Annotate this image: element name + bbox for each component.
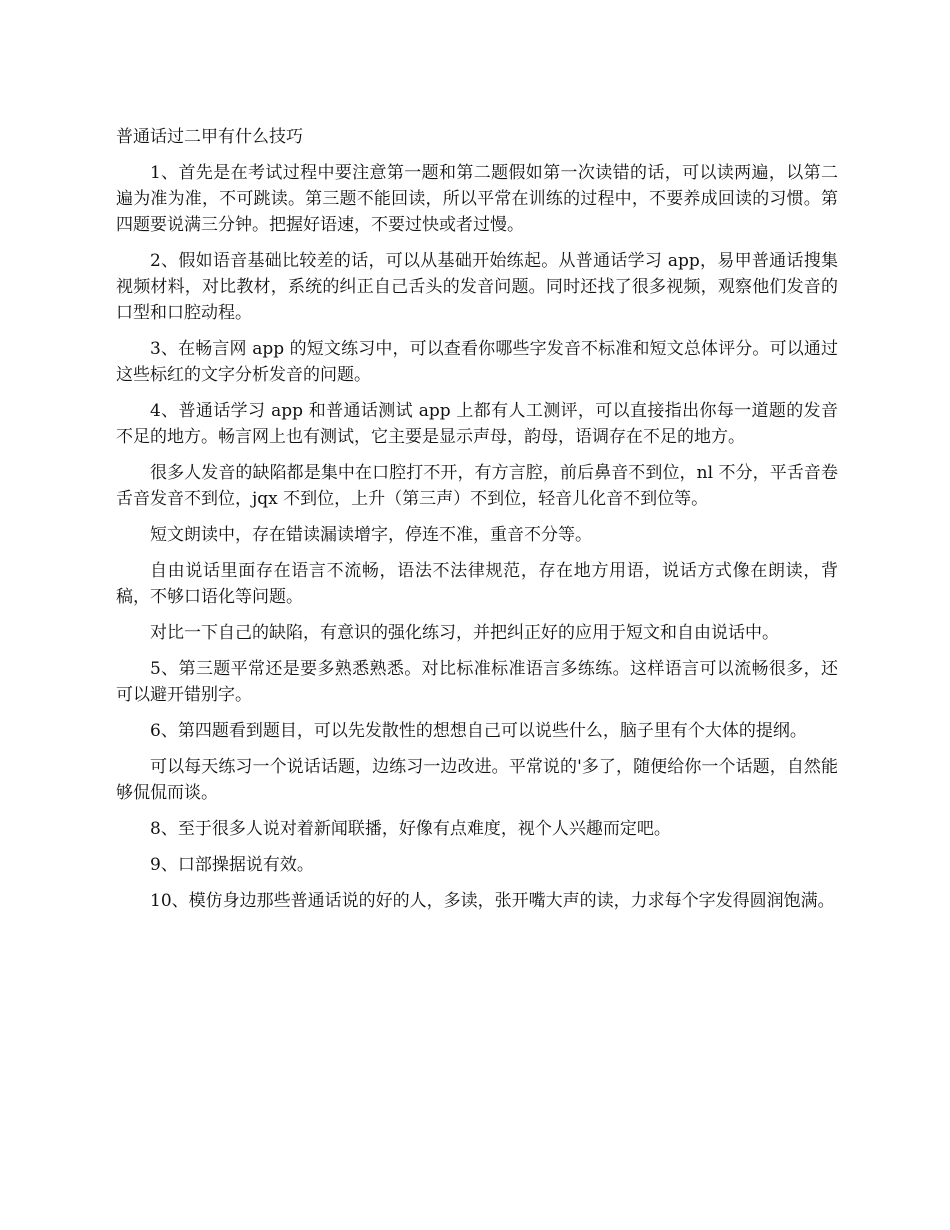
paragraph: 可以每天练习一个说话话题，边练习一边改进。平常说的'多了，随便给你一个话题，自然能够侃侃而谈。 [116, 757, 838, 803]
paragraph: 4、普通话学习 app 和普通话测试 app 上都有人工测评，可以直接指出你每一道题的发音不足的地方。畅言网上也有测试，它主要是显示声母，韵母，语调存在不足的地方。 [116, 401, 838, 447]
paragraph: 对比一下自己的缺陷，有意识的强化练习，并把纠正好的应用于短文和自由说话中。 [150, 623, 779, 643]
paragraph: 1、首先是在考试过程中要注意第一题和第二题假如第一次读错的话，可以读两遍，以第二遍为准为准，不可跳读。第三题不能回读，所以平常在训练的过程中，不要养成回读的习惯。第四题要说满三分钟。把握好语速，不要过快或者过慢。 [116, 163, 838, 235]
paragraph: 短文朗读中，存在错读漏读增字，停连不准，重音不分等。 [150, 525, 592, 545]
paragraph: 5、第三题平常还是要多熟悉熟悉。对比标准标准语言多练练。这样语言可以流畅很多，还可以避开错别字。 [116, 659, 838, 705]
paragraph: 9、口部操据说有效。 [150, 855, 314, 875]
paragraph: 2、假如语音基础比较差的话，可以从基础开始练起。从普通话学习 app，易甲普通话搜集视频材料，对比教材，系统的纠正自己舌头的发音问题。同时还找了很多视频，观察他们发音的口型和口腔动程。 [116, 251, 838, 323]
document-body [116, 124, 838, 924]
document-title: 普通话过二甲有什么技巧 [116, 127, 303, 147]
paragraph: 自由说话里面存在语言不流畅，语法不法律规范，存在地方用语，说话方式像在朗读，背稿，不够口语化等问题。 [116, 561, 838, 607]
paragraph: 8、至于很多人说对着新闻联播，好像有点难度，视个人兴趣而定吧。 [150, 819, 671, 839]
paragraph: 3、在畅言网 app 的短文练习中，可以查看你哪些字发音不标准和短文总体评分。可以通过这些标红的文字分析发音的问题。 [116, 339, 838, 385]
paragraph: 很多人发音的缺陷都是集中在口腔打不开，有方言腔，前后鼻音不到位，nl 不分，平舌音卷舌音发音不到位，jqx 不到位，上升（第三声）不到位，轻音儿化音不到位等。 [116, 463, 838, 509]
paragraph: 6、第四题看到题目，可以先发散性的想想自己可以说些什么，脑子里有个大体的提纲。 [150, 721, 807, 741]
paragraph: 10、模仿身边那些普通话说的好的人，多读，张开嘴大声的读，力求每个字发得圆润饱满。 [150, 891, 835, 911]
